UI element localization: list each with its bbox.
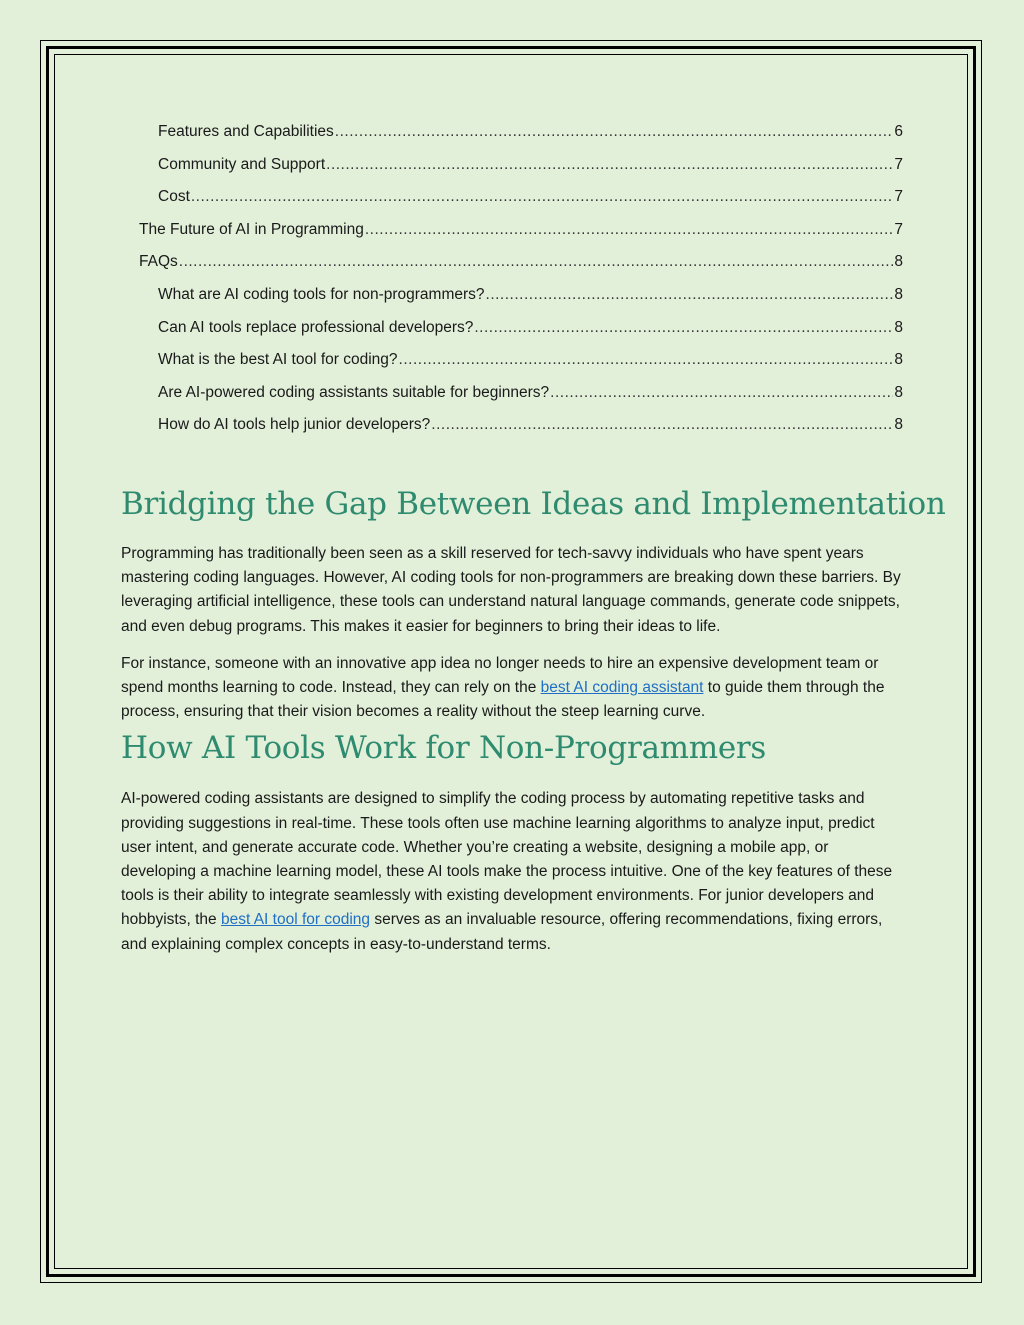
toc-entry-title: Features and Capabilities [158, 123, 334, 140]
toc-page-number: 8 [894, 285, 903, 303]
toc-dot-leader [335, 118, 894, 145]
toc-entry-title: What is the best AI tool for coding? [158, 351, 398, 369]
toc-entry[interactable] [121, 314, 903, 347]
toc-page-number: 7 [894, 220, 903, 238]
toc-entry[interactable] [121, 379, 903, 412]
toc-page-number: 8 [894, 383, 903, 401]
toc-page-number: 8 [894, 351, 903, 369]
toc-entry[interactable] [121, 248, 903, 281]
toc-entry[interactable] [121, 151, 903, 184]
toc-dot-leader [191, 183, 894, 210]
paragraph-text: serves as an invaluable resource, offering recommendations, fixing errors, and explaining complex concepts in easy-to-understand terms. [121, 911, 883, 953]
toc-entry[interactable] [121, 118, 903, 151]
toc-entry-title: Can AI tools replace professional developers? [158, 318, 474, 336]
table-of-contents [121, 118, 903, 444]
toc-entry-title: FAQs [139, 253, 178, 271]
toc-dot-leader [550, 379, 893, 406]
toc-page-number: 6 [894, 123, 903, 140]
toc-dot-leader [326, 151, 893, 178]
toc-dot-leader [474, 314, 893, 341]
paragraph-text: to guide them through the process, ensuring that their vision becomes a reality without the steep learning curve. [121, 678, 885, 721]
heading-bridging-the-gap: Bridging the Gap Between Ideas and Implementation [121, 485, 946, 522]
toc-dot-leader [179, 248, 894, 275]
toc-page-number: 8 [894, 416, 903, 434]
paragraph-bridging-example [121, 652, 903, 725]
best-ai-tool-for-coding-link[interactable]: best AI tool for coding [220, 911, 371, 929]
page-content [121, 118, 946, 957]
toc-entry-title: How do AI tools help junior developers? [158, 416, 431, 434]
toc-dot-leader [431, 411, 893, 438]
heading-how-ai-tools-work: How AI Tools Work for Non-Programmers [121, 730, 767, 767]
best-ai-coding-assistant-link[interactable]: best AI coding assistant [540, 678, 704, 696]
toc-entry-title: Are AI-powered coding assistants suitable for beginners? [158, 383, 550, 401]
paragraph-bridging-intro: Programming has traditionally been seen as a skill reserved for tech-savvy individuals who have spent years mastering coding languages. However, AI coding tools for non-programmers are breaking down these barriers. By leveraging artificial intelligence, these tools can understand natural language commands, generate code snippets, and even debug programs. This makes it easier for beginners to bring their ideas to life. [121, 544, 901, 635]
toc-entry[interactable] [121, 216, 903, 249]
toc-dot-leader [486, 281, 894, 308]
paragraph-how-ai-tools-work [121, 787, 903, 956]
toc-page-number: 7 [894, 188, 903, 206]
toc-dot-leader [365, 216, 894, 243]
toc-entry[interactable] [121, 411, 903, 444]
toc-page-number: 7 [894, 155, 903, 173]
toc-entry[interactable] [121, 183, 903, 216]
toc-page-number: 8 [894, 318, 903, 336]
toc-entry-title: The Future of AI in Programming [139, 220, 364, 238]
toc-dot-leader [399, 346, 894, 373]
toc-page-number: 8 [894, 253, 903, 271]
toc-entry-title: What are AI coding tools for non-programmers? [158, 285, 485, 303]
toc-entry-title: Community and Support [158, 155, 326, 173]
paragraph-text: AI-powered coding assistants are designed to simplify the coding process by automating repetitive tasks and providing suggestions in real-time. These tools often use machine learning algorithms to analyze input, predict user intent, and generate accurate code. Whether you’re creating a website, designing a mobile app, or developing a machine learning model, these AI tools make the process intuitive. One of the key features of these tools is their ability to integrate seamlessly with existing development environments. For junior developers and hobbyists, the [121, 790, 893, 929]
toc-entry-title: Cost [158, 188, 190, 206]
toc-entry[interactable] [121, 346, 903, 379]
paragraph-text: For instance, someone with an innovative app idea no longer needs to hire an expensive development team or spend months learning to code. Instead, they can rely on the [121, 654, 879, 696]
toc-entry[interactable] [121, 281, 903, 314]
